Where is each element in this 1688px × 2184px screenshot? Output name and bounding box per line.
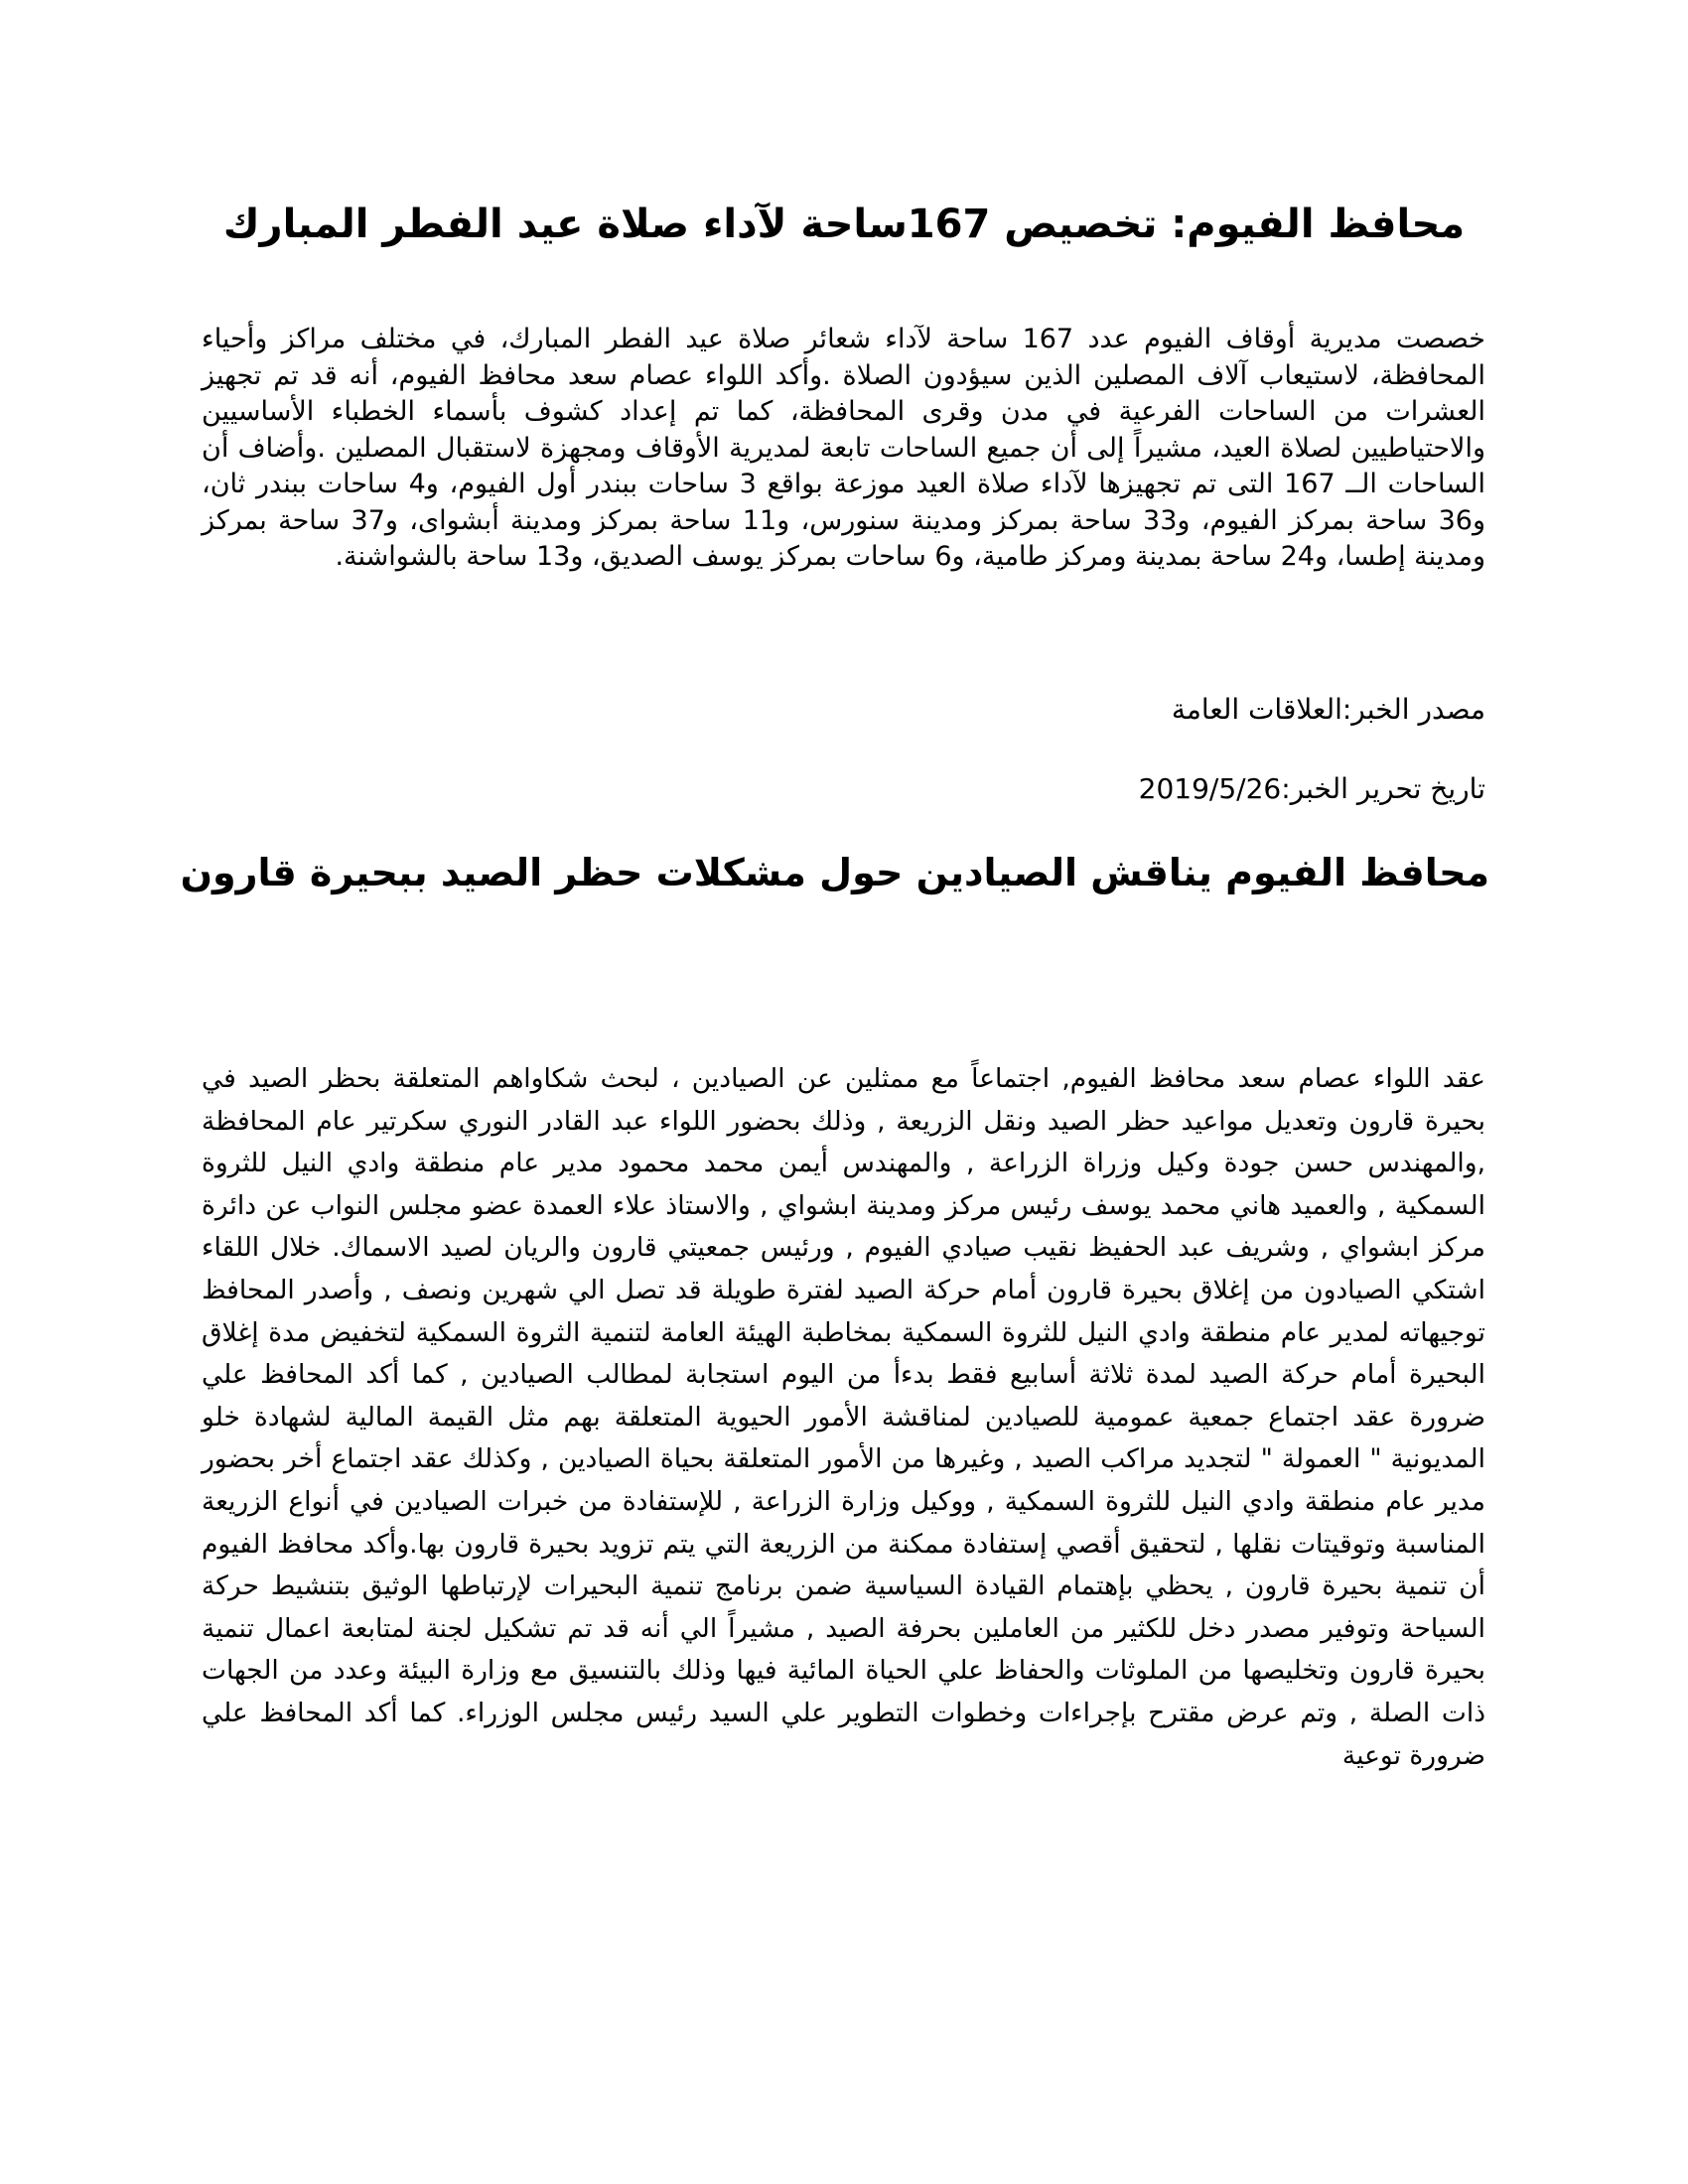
article-2-body: عقد اللواء عصام سعد محافظ الفيوم, اجتماعاً مع ممثلين عن الصيادين ، لبحث شكاواهم المتعلقة بحظر الصيد في بحيرة قارون وتعديل مواعيد حظر الصيد ونقل الزريعة , وذلك بحضور اللواء عبد القادر النوري سكرتير عام المحافظة ,والمهندس حسن جودة وكيل وزراة الزراعة , والمهندس أيمن محمد محمود مدير عام منطقة وادي النيل للثروة السمكية , والعميد هاني محمد يوسف رئيس مركز ومدينة ابشواي , والاستاذ علاء العمدة عضو مجلس النواب عن دائرة مركز ابشواي , وشريف عبد الحفيظ نقيب صيادي الفيوم , ورئيس جمعيتي قارون والريان لصيد الاسماك. خلال اللقاء اشتكي الصيادون من إغلاق بحيرة قارون أمام حركة الصيد لفترة طويلة قد تصل الي شهرين ونصف , وأصدر المحافظ توجيهاته لمدير عام منطقة وادي النيل للثروة السمكية بمخاطبة الهيئة العامة لتنمية الثروة السمكية لتخفيض مدة إغلاق البحيرة أمام حركة الصيد لمدة ثلاثة أسابيع فقط بدءأ من اليوم استجابة لمطالب الصيادين , كما أكد المحافظ علي ضرورة عقد اجتماع جمعية عمومية للصيادين لمناقشة الأمور الحيوية المتعلقة بهم مثل القيمة المالية لشهادة خلو المديونية " العمولة " لتجديد مراكب الصيد , وغيرها من الأمور المتعلقة بحياة الصيادين , وكذلك عقد اجتماع أخر بحضور مدير عام منطقة وادي النيل للثروة السمكية , ووكيل وزارة الزراعة , للإستفادة من خبرات الصيادين في أنواع الزريعة المناسبة وتوقيتات نقلها , لتحقيق أقصي إستفادة ممكنة من الزريعة التي يتم تزويد بحيرة قارون بها.وأكد محافظ الفيوم أن تنمية بحيرة قارون , يحظي بإهتمام القيادة السياسية ضمن برنامج تنمية البحيرات لإرتباطها الوثيق بتنشيط حركة السياحة وتوفير مصدر دخل للكثير من العاملين بحرفة الصيد , مشيراً الي أنه قد تم تشكيل لجنة لمتابعة اعمال تنمية بحيرة قارون وتخليصها من الملوثات والحفاظ علي الحياة المائية فيها وذلك بالتنسيق مع وزارة البيئة وعدد من الجهات ذات الصلة , وتم عرض مقترح بإجراءات وخطوات التطوير علي السيد رئيس مجلس الوزراء. كما أكد المحافظ علي ضرورة توعية	[202, 1063, 1485, 1771]
article-1-title: محافظ الفيوم: تخصيص 167ساحة لآداء صلاة عيد الفطر المبارك	[222, 202, 1466, 247]
article-2-title: محافظ الفيوم يناقش الصيادين حول مشكلات حظر الصيد ببحيرة قارون	[180, 851, 1489, 894]
article-1-body: خصصت مديرية أوقاف الفيوم عدد 167 ساحة لآداء شعائر صلاة عيد الفطر المبارك، في مختلف مراكز وأحياء المحافظة، لاستيعاب آلاف المصلين الذين سيؤدون الصلاة .وأكد اللواء عصام سعد محافظ الفيوم، أنه قد تم تجهيز العشرات من الساحات الفرعية في مدن وقرى المحافظة، كما تم إعداد كشوف بأسماء الخطباء الأساسيين والاحتياطيين لصلاة العيد، مشيراً إلى أن جميع الساحات تابعة لمديرية الأوقاف ومجهزة لاستقبال المصلين .وأضاف أن الساحات الــ 167 التى تم تجهيزها لآداء صلاة العيد موزعة بواقع 3 ساحات ببندر أول الفيوم، و4 ساحات ببندر ثان، و36 ساحة بمركز الفيوم، و33 ساحة بمركز ومدينة سنورس، و11 ساحة بمركز ومدينة أبشواى، و37 ساحة بمركز ومدينة إطسا، و24 ساحة بمدينة ومركز طامية، و6 ساحات بمركز يوسف الصديق، و13 ساحة بالشواشنة.	[202, 324, 1485, 572]
article-1-source: مصدر الخبر:العلاقات العامة	[1171, 693, 1485, 726]
article-1-date: تاريخ تحرير الخبر:2019/5/26	[1138, 772, 1485, 805]
